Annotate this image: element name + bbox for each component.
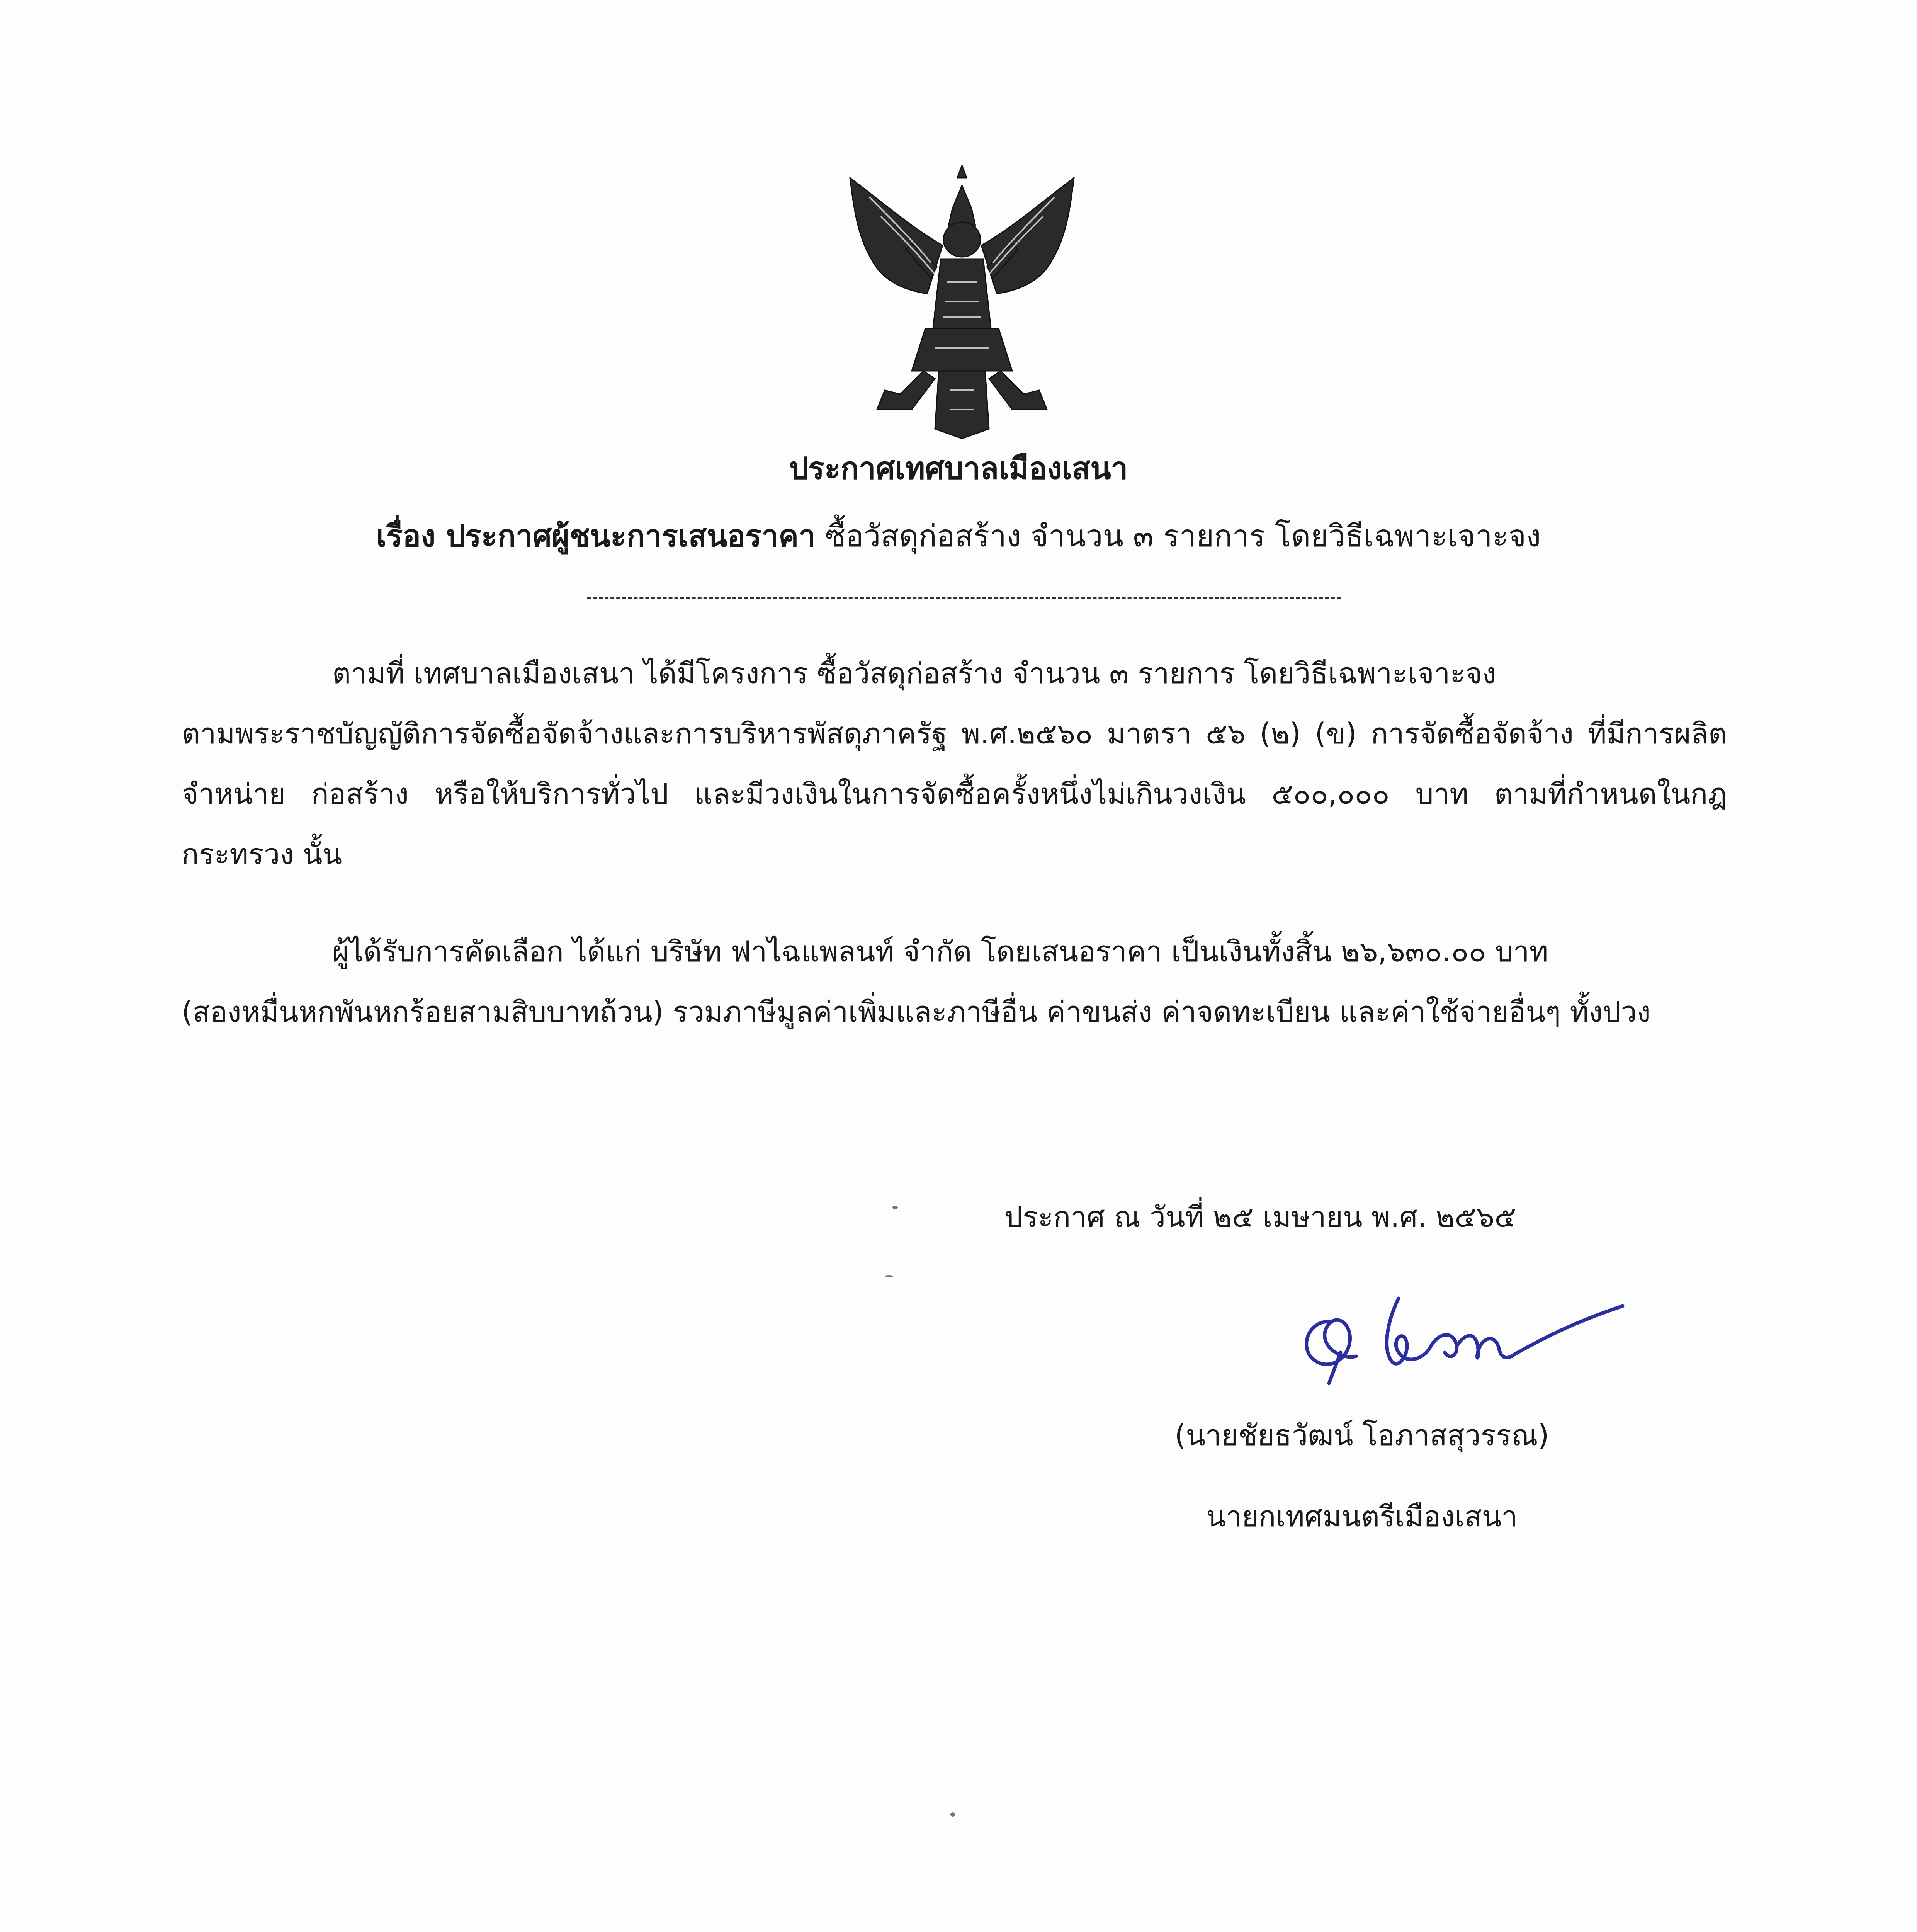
paragraph-2-rest: (สองหมื่นหกพันหกร้อยสามสิบบาทถ้วน) รวมภาษีมูลค่าเพิ่มและภาษีอื่น ค่าขนส่ง ค่าจดทะเบียน และค่าใช้จ่ายอื่นๆ ทั้งปวง [182, 995, 1651, 1029]
paragraph-2-first-line: ผู้ได้รับการคัดเลือก ได้แก่ บริษัท ฟาไฉแพลนท์ จำกัด โดยเสนอราคา เป็นเงินทั้งสิ้น ๒๖,๖๓๐.๐๐ บาท [332, 935, 1548, 968]
garuda-emblem-icon [834, 162, 1089, 440]
document-subject [0, 512, 1917, 560]
scan-speck [892, 1206, 898, 1209]
subject-rest: ซื้อวัสดุก่อสร้าง จำนวน ๓ รายการ โดยวิธีเฉพาะเจาะจง [825, 519, 1541, 554]
document-title: ประกาศเทศบาลเมืองเสนา [789, 451, 1128, 486]
subject-lead: เรื่อง ประกาศผู้ชนะการเสนอราคา [376, 519, 816, 554]
body-paragraph-1 [182, 643, 1727, 884]
signatory-position: นายกเทศมนตรีเมืองเสนา [1206, 1500, 1518, 1533]
announcement-date: ประกาศ ณ วันที่ ๒๕ เมษายน พ.ศ. ๒๕๖๕ [1004, 1201, 1516, 1234]
paragraph-1-rest: ตามพระราชบัญญัติการจัดซื้อจัดจ้างและการบริหารพัสดุภาครัฐ พ.ศ.๒๕๖๐ มาตรา ๕๖ (๒) (ข) การจัดซื้อจัดจ้าง ที่มีการผลิต จำหน่าย ก่อสร้าง หรือให้บริการทั่วไป และมีวงเงินในการจัดซื้อครั้งหนึ่งไม่เกินวงเงิน ๕๐๐,๐๐๐ บาท ตามที่กำหนดในกฎกระทรวง นั้น [182, 717, 1727, 871]
handwritten-signature [1283, 1264, 1630, 1395]
scan-speck [950, 1812, 955, 1817]
signatory-name: (นายชัยธวัฒน์ โอภาสสุวรรณ) [1174, 1419, 1549, 1452]
dashed-divider [587, 597, 1341, 599]
body-paragraph-2 [182, 922, 1727, 1042]
paragraph-1-first-line: ตามที่ เทศบาลเมืองเสนา ได้มีโครงการ ซื้อวัสดุก่อสร้าง จำนวน ๓ รายการ โดยวิธีเฉพาะเจาะจง [332, 657, 1496, 690]
scan-speck [885, 1275, 893, 1277]
